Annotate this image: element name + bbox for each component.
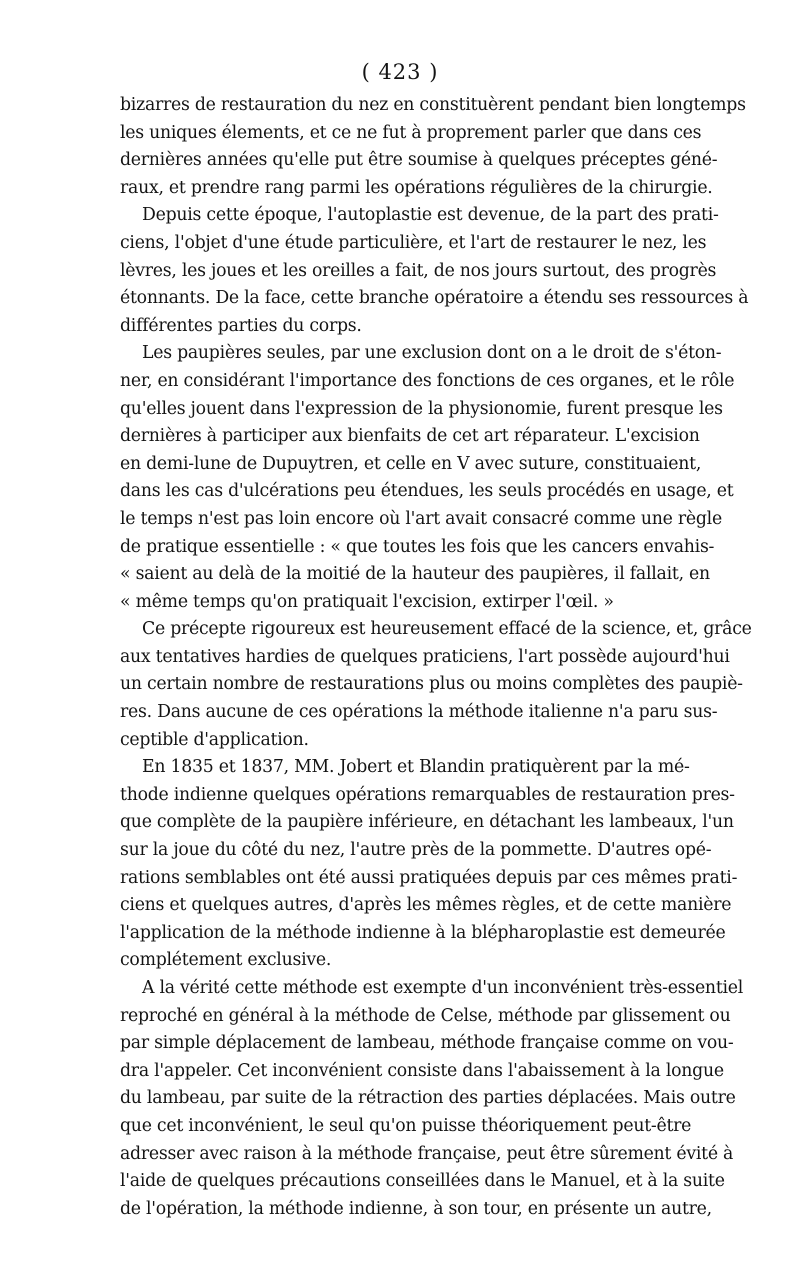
text-line: les uniques élements, et ce ne fut à proprement parler que dans ces	[120, 122, 702, 143]
text-line: sur la joue du côté du nez, l'autre près de la pommette. D'autres opé-	[120, 840, 712, 861]
text-line: Ce précepte rigoureux est heureusement effacé de la science, et, grâce	[142, 619, 752, 640]
text-line: que complète de la paupière inférieure, en détachant les lambeaux, l'un	[120, 812, 734, 833]
text-line: bizarres de restauration du nez en constituèrent pendant bien longtemps	[120, 95, 746, 115]
text-line: du lambeau, par suite de la rétraction des parties déplacées. Mais outre	[120, 1088, 736, 1109]
text-line: adresser avec raison à la méthode française, peut être sûrement évité à	[120, 1143, 734, 1164]
text-line: res. Dans aucune de ces opérations la méthode italienne n'a paru sus-	[120, 702, 718, 723]
text-line: ner, en considérant l'importance des fonctions de ces organes, et le rôle	[120, 370, 735, 391]
text-line: le temps n'est pas loin encore où l'art avait consacré comme une règle	[120, 508, 722, 529]
text-line: différentes parties du corps.	[120, 315, 362, 336]
text-line: en demi-lune de Dupuytren, et celle en V avec suture, constituaient,	[120, 453, 702, 474]
text-line: dernières à participer aux bienfaits de cet art réparateur. L'excision	[120, 426, 700, 447]
text-line: l'application de la méthode indienne à la blépharoplastie est demeurée	[120, 922, 726, 943]
text-line: par simple déplacement de lambeau, méthode française comme on vou-	[120, 1033, 734, 1054]
text-line: raux, et prendre rang parmi les opérations régulières de la chirurgie.	[120, 177, 713, 198]
text-line: de l'opération, la méthode indienne, à son tour, en présente un autre,	[120, 1198, 712, 1219]
text-line: En 1835 et 1837, MM. Jobert et Blandin pratiquèrent par la mé-	[142, 757, 690, 778]
text-line: « saient au delà de la moitié de la hauteur des paupières, il fallait, en	[120, 564, 710, 585]
text-line: ciens, l'objet d'une étude particulière, et l'art de restaurer le nez, les	[120, 232, 707, 253]
text-line: ceptible d'application.	[120, 729, 309, 750]
text-line: que cet inconvénient, le seul qu'on puisse théoriquement peut-être	[120, 1115, 692, 1136]
text-line: Depuis cette époque, l'autoplastie est devenue, de la part des prati-	[142, 205, 719, 226]
text-line: complétement exclusive.	[120, 950, 332, 971]
text-line: Les paupières seules, par une exclusion dont on a le droit de s'éton-	[142, 343, 722, 364]
text-line: reproché en général à la méthode de Celse, méthode par glissement ou	[120, 1005, 731, 1026]
text-line: aux tentatives hardies de quelques praticiens, l'art possède aujourd'hui	[120, 646, 730, 667]
text-line: l'aide de quelques précautions conseillées dans le Manuel, et à la suite	[120, 1171, 725, 1192]
text-line: de pratique essentielle : « que toutes les fois que les cancers envahis-	[120, 536, 715, 557]
text-line: thode indienne quelques opérations remarquables de restauration pres-	[120, 784, 735, 805]
page-number: ( 423 )	[361, 60, 439, 84]
text-line: dernières années qu'elle put être soumise à quelques préceptes géné-	[120, 150, 718, 171]
text-line: « même temps qu'on pratiquait l'excision, extirper l'œil. »	[120, 591, 614, 612]
text-line: rations semblables ont été aussi pratiquées depuis par ces mêmes prati-	[120, 867, 738, 888]
text-line: ciens et quelques autres, d'après les mêmes règles, et de cette manière	[120, 895, 732, 916]
text-line: dra l'appeler. Cet inconvénient consiste dans l'abaissement à la longue	[120, 1060, 724, 1081]
text-line: un certain nombre de restaurations plus ou moins complètes des paupiè-	[120, 674, 743, 695]
text-line: lèvres, les joues et les oreilles a fait, de nos jours surtout, des progrès	[120, 260, 717, 281]
body-text	[120, 92, 752, 1223]
text-line: dans les cas d'ulcérations peu étendues, les seuls procédés en usage, et	[120, 481, 734, 502]
text-line: étonnants. De la face, cette branche opératoire a étendu ses ressources à	[120, 288, 749, 309]
text-line: qu'elles jouent dans l'expression de la physionomie, furent presque les	[120, 398, 723, 419]
text-line: A la vérité cette méthode est exempte d'un inconvénient très-essentiel	[142, 978, 744, 998]
